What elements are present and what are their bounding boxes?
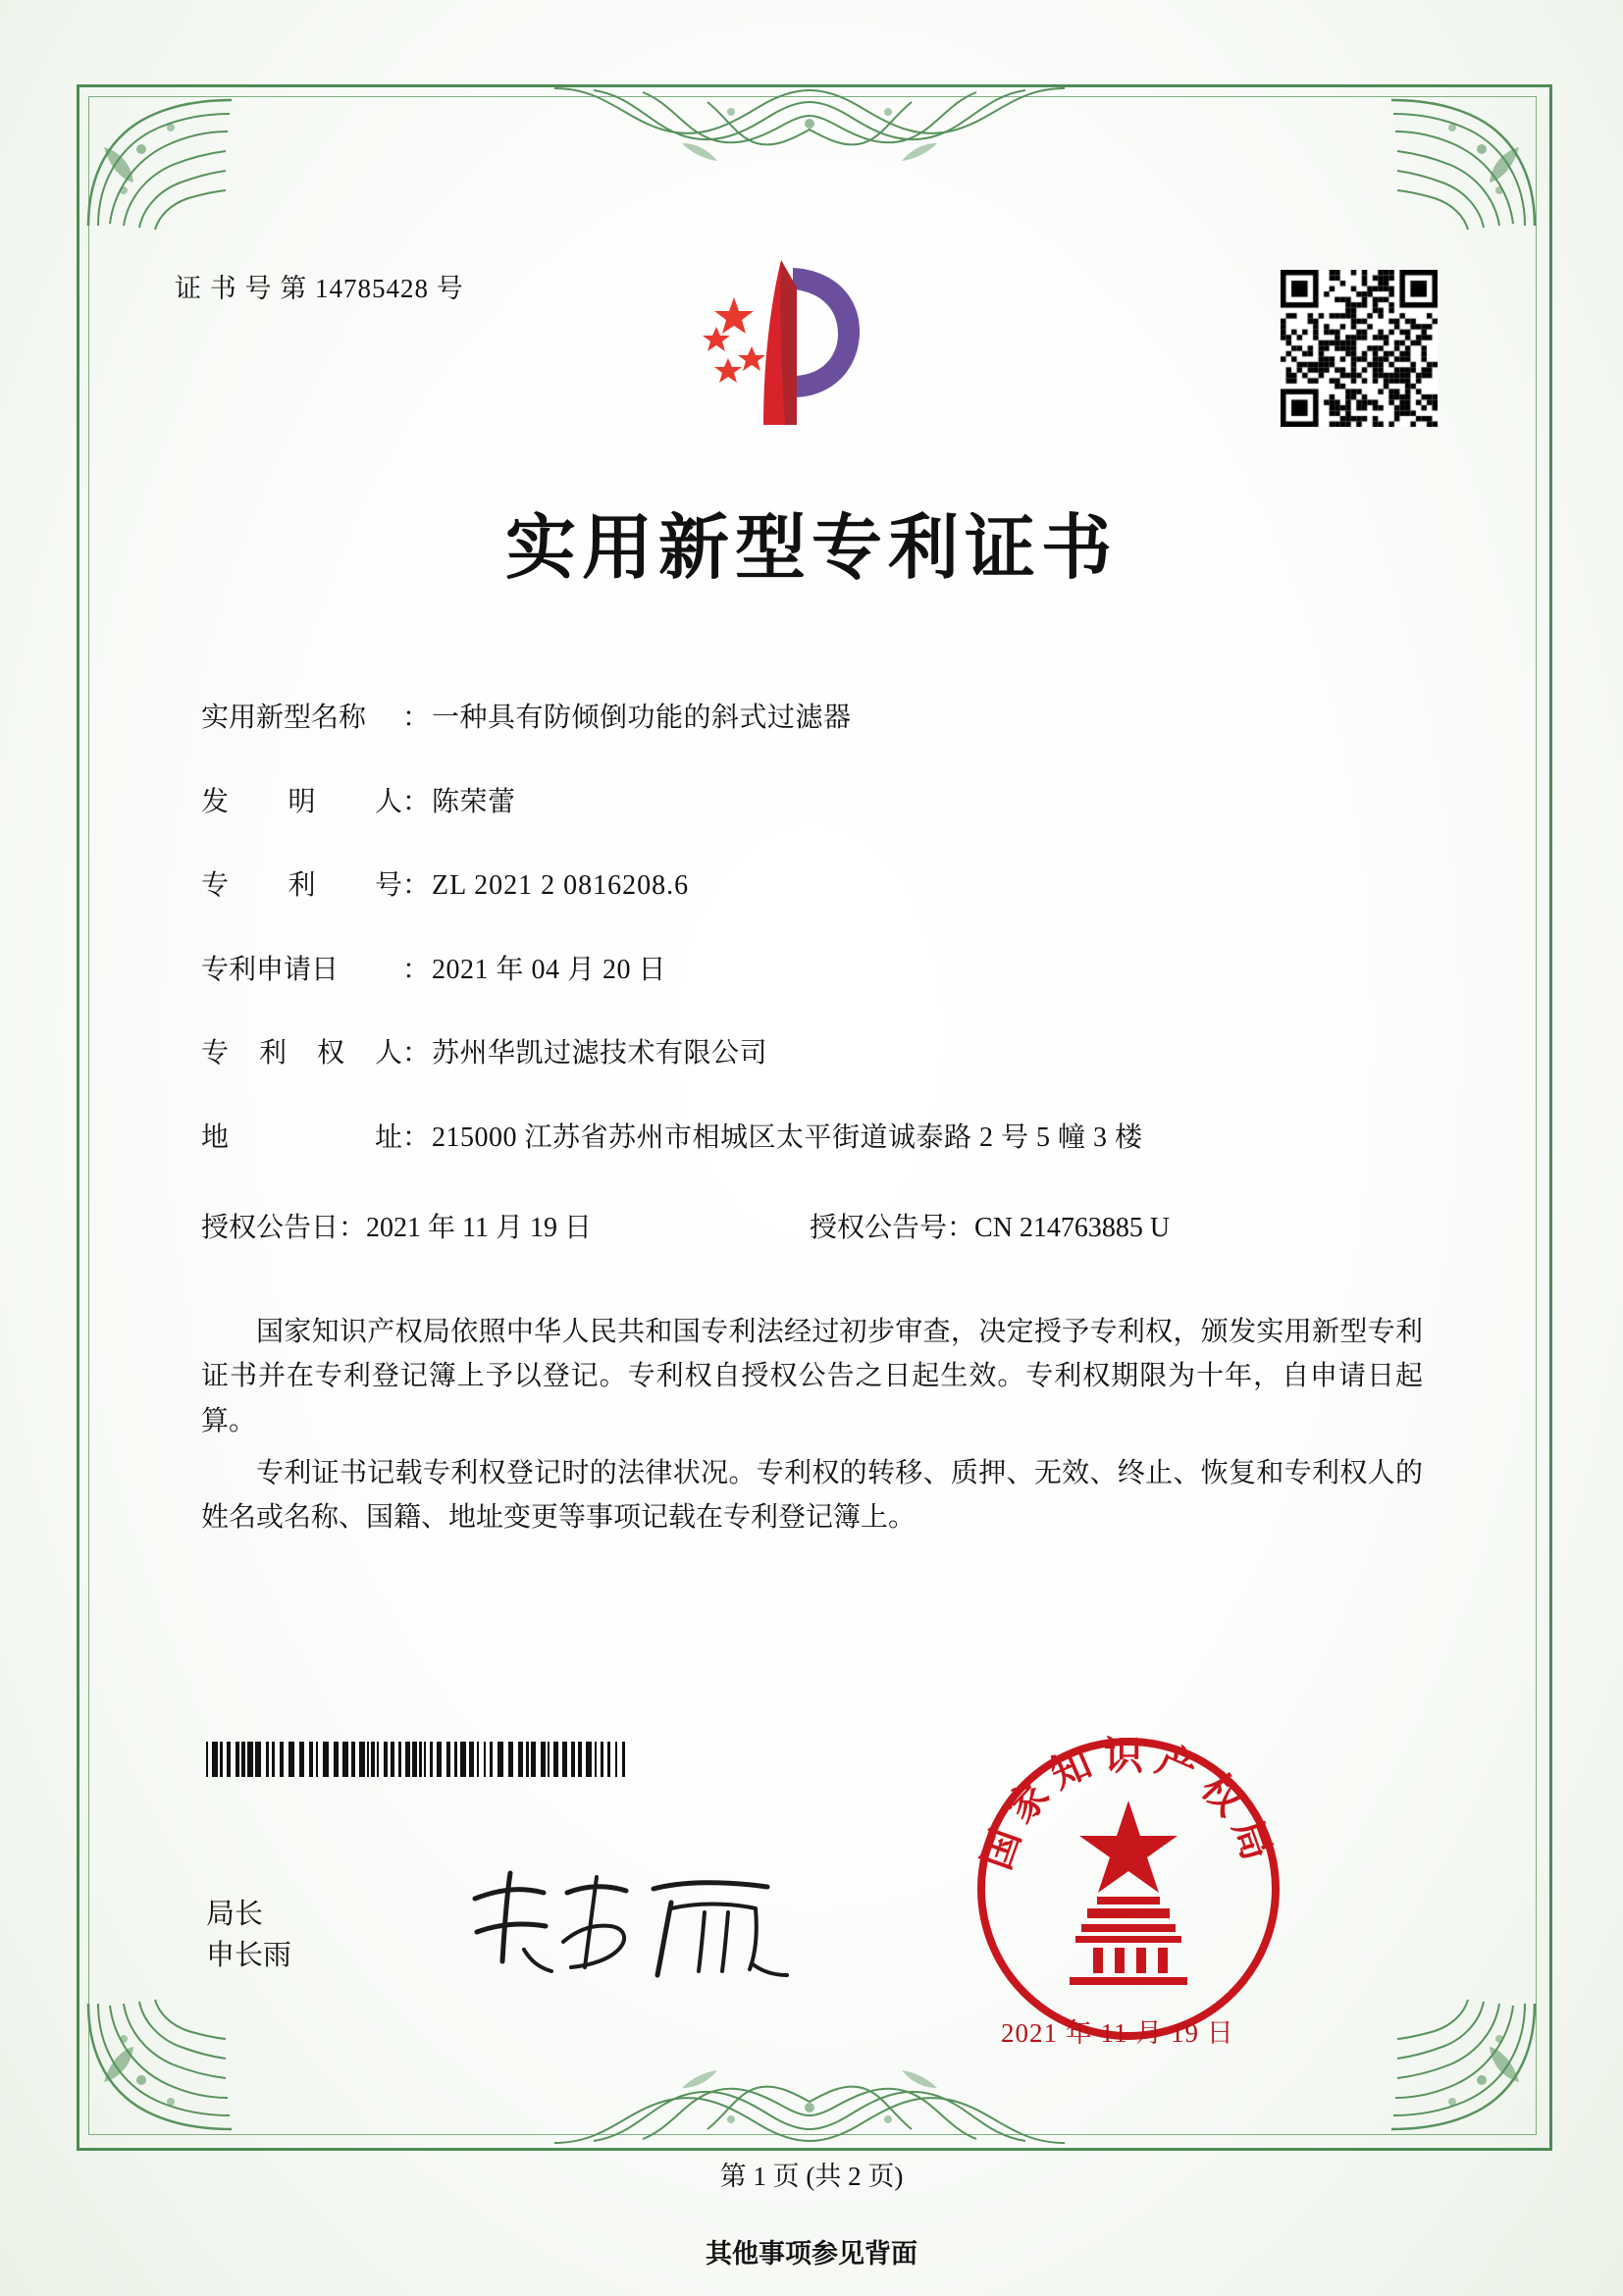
field-value: 2021 年 04 月 20 日 xyxy=(432,954,667,985)
corner-ornament-icon xyxy=(80,88,237,235)
svg-text:国家知识产权局: 国家知识产权局 xyxy=(972,1733,1284,1876)
signature-block xyxy=(206,1894,291,1976)
publication-number-label: 授权公告号 xyxy=(810,1212,948,1243)
corner-ornament-icon xyxy=(80,1994,237,2141)
page-title: 实用新型专利证书 xyxy=(504,505,1118,589)
qr-code xyxy=(1281,270,1438,427)
cnipa-logo-icon xyxy=(687,250,883,432)
body-text xyxy=(201,1310,1423,1548)
paragraph-1: 国家知识产权局依照中华人民共和国专利法经过初步审查，决定授予专利权，颁发实用新型专利证书并在专利登记簿上予以登记。专利权自授权公告之日起生效。专利权期限为十年，自申请日起算。 xyxy=(201,1317,1423,1436)
field-colon: ： xyxy=(402,786,431,817)
page-number: 第 1 页 (共 2 页) xyxy=(719,2162,904,2191)
field-inventor xyxy=(201,786,1438,819)
paragraph-2: 专利证书记载专利权登记时的法律状况。专利权的转移、质押、无效、终止、恢复和专利权人的姓名或名称、国籍、地址变更等事项记载在专利登记簿上。 xyxy=(201,1458,1423,1534)
field-value: ZL 2021 2 0816208.6 xyxy=(432,870,690,902)
field-patentee xyxy=(201,1037,1438,1070)
corner-ornament-icon xyxy=(1386,88,1543,235)
field-label: 专 利 权 人 xyxy=(201,1038,402,1070)
official-red-seal xyxy=(971,1732,1285,2046)
field-value: 一种具有防倾倒功能的斜式过滤器 xyxy=(432,703,852,733)
field-value: 苏州华凯过滤技术有限公司 xyxy=(432,1038,768,1070)
field-value: 215000 江苏省苏州市相城区太平街道诚泰路 2 号 5 幢 3 楼 xyxy=(432,1122,1143,1153)
top-flourish-icon xyxy=(535,84,1084,175)
publication-number-value: CN 214763885 U xyxy=(974,1212,1171,1243)
field-label: 专利申请日 xyxy=(201,954,340,985)
publication-date-value: 2021 年 11 月 19 日 xyxy=(366,1212,592,1243)
publication-date xyxy=(201,1206,810,1245)
certificate-number: 证 书 号 第 14785428 号 xyxy=(175,274,464,303)
field-value: 陈荣蕾 xyxy=(432,786,516,817)
publication-date-label: 授权公告日 xyxy=(201,1212,340,1243)
field-patent-number xyxy=(201,869,1438,903)
corner-ornament-icon xyxy=(1386,1994,1543,2141)
field-colon: ： xyxy=(402,703,431,733)
field-address xyxy=(201,1122,1438,1155)
field-colon: ： xyxy=(402,1122,431,1153)
field-colon: ： xyxy=(339,1212,367,1243)
signature-role: 局长 xyxy=(206,1899,264,1930)
field-application-date xyxy=(201,954,1438,987)
seal-date: 2021 年 11 月 19 日 xyxy=(1001,2018,1234,2048)
field-label: 地 址 xyxy=(201,1122,402,1153)
signature-name: 申长雨 xyxy=(206,1940,292,1972)
barcode xyxy=(206,1742,628,1777)
field-utility-model-name xyxy=(201,702,1438,735)
field-label: 专 利 号 xyxy=(201,870,402,902)
field-colon: ： xyxy=(947,1212,975,1243)
publication-number xyxy=(810,1206,1170,1245)
back-note: 其他事项参见背面 xyxy=(706,2239,917,2269)
field-colon: ： xyxy=(402,954,431,985)
handwritten-signature-icon xyxy=(461,1859,814,1987)
field-label: 发 明 人 xyxy=(201,786,402,817)
field-list xyxy=(201,702,1438,1290)
publication-row xyxy=(201,1206,1438,1245)
field-label: 实用新型名称 xyxy=(201,703,367,733)
field-colon: ： xyxy=(402,1038,431,1070)
bottom-flourish-icon xyxy=(535,2057,1084,2147)
field-colon: ： xyxy=(402,870,431,902)
